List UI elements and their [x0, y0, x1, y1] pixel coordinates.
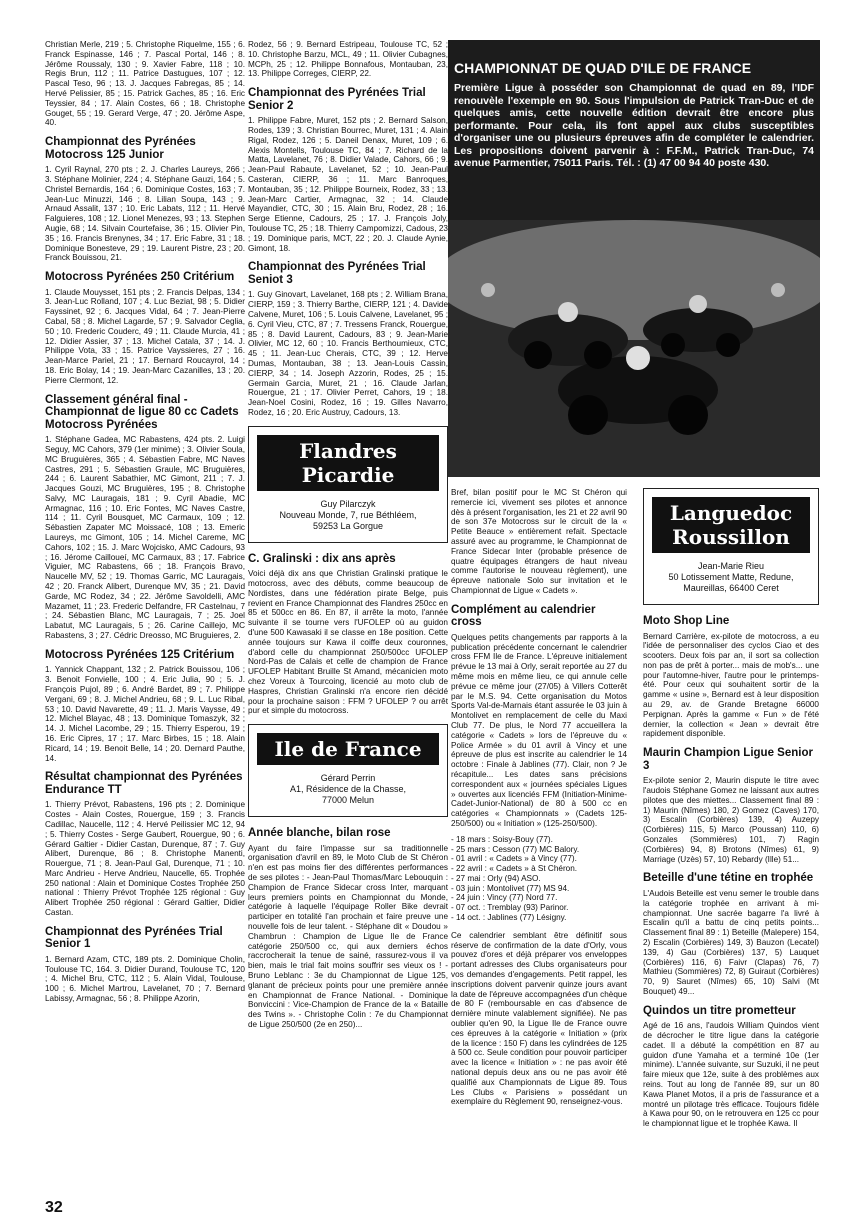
section-title: Quindos un titre prometteur — [643, 1004, 796, 1017]
section-title: Moto Shop Line — [643, 615, 730, 627]
col1-intro: Christian Merle, 219 ; 5. Christophe Riquelme, 155 ; 6. Franck Espinasse, 146 ; 7. Pascal Portal, 146 ; 8. Jérôme Roussaly, 130 ; 9. Xavier Fabre, 118 ; 10. Regis Brun, 112 ; 11. Patrice Dastugues, 107 ; 12. Pascal Teso, 96 ; 13. J. Jacques Fabregas, 85 ; 14. Hervé Pelissier, 85 ; 15. Patrick Gaches, 85 ; 16. Eric Teyssier, 84 ; 17. Alain Costes, 66 ; 18. Christophe Gouget, 55 ; 19. Gerard Verge, 47 ; 20. Jérôme Aspe, 40. — [45, 40, 245, 128]
league-address-line1: 50 Lotissement Matte, Redune, — [668, 572, 794, 582]
page-number: 32 — [45, 1199, 63, 1216]
calendar-item: - 24 juin : Vincy (77) Nord 77. — [451, 893, 558, 903]
calendar-item: - 03 juin : Montolivet (77) MS 94. — [451, 883, 570, 893]
league-box-languedoc — [643, 488, 819, 605]
calendar-item: - 25 mars : Cesson (77) MC Balory. — [451, 844, 580, 854]
calendar-item: - 27 mai : Orly (94) ASO. — [451, 873, 541, 883]
quad-photo-illustration — [448, 220, 820, 477]
column-2 — [248, 40, 448, 1036]
section-title: Championnat des Pyrénées Trial Senior 1 — [45, 925, 223, 951]
league-address-line1: Nouveau Monde, 7, rue Béthléem, — [279, 509, 417, 520]
league-contact: Gérard Perrin — [320, 773, 376, 784]
league-address-line2: Maureillas, 66400 Ceret — [683, 583, 779, 593]
section-text: 1. Philippe Fabre, Muret, 152 pts ; 2. Bernard Salson, Rodes, 139 ; 3. Christian Bourrec, Muret, 131 ; 4. Alain Rigal, Rodez, 126 ; 5. Daneil Denax, Muret, 109 ; 6. Alexis Montells, Toulouse TC, 84 ; 7. Richard de la Matta, Lavelanet, 76 ; 8. Didier Valade, Cahors, 66 ; 9. Jean-Paul Rabaute, Lavelanet, 52 ; 10. Jean-Paul Casteran, CIERP, 36 ; 11. Marc Banroques, Montauban, 35 ; 12. Philippe Bourneix, Rodez, 33 ; 13. Jean-Marc Cartier, Armagnac, 32 ; 14. Claude Mayandier, CTC, 30 ; 15. Alain Bru, Rodez, 28 ; 16. Serge Etienne, Cadours, 25 ; 17. J. François Joly, Toulouse TC, 25 ; 18. Thierry Campomizzi, Cadous, 23 ; 19. Dominique paris, MCT, 22 ; 20. J. Claude Aynie, Gimont, 18. — [248, 116, 448, 253]
column-1 — [45, 40, 245, 1010]
article-text: Voici déjà dix ans que Christian Gralinski pratique le motocross, avec des débuts, comme beaucoup de Nordistes, dans une fédération pirate Belge, puis revient en France Championnat des Flandres 250cc en 85 et 500cc en 86. En 87, il arrête la moto, l'année suivante il se tourne vers l'UFOLEP où au guidon d'une 500 Kawasaki il se classe en 18e position. Cette année toujours sur Kawa il coiffe deux couronnes, d'abord celle du championnat 250/500cc UFOLEP Nord-Pas de Calais et celle de champion de France UFOLEP Habitant Bruille St Amand, mécanicien moto chez Voreux à Tourcoing, licencié au moto club de Haspres, Christian Gralinski n'a encore rien décidé pour la prochaine saison : FFM ? UFOLEP ? ou arrêt pur et simple du motocross. — [248, 569, 448, 716]
calendar-item: - 14 oct. : Jablines (77) Lésigny. — [451, 913, 567, 923]
article-text: Ayant du faire l'impasse sur sa traditionnelle organisation d'avril en 89, le Moto Club de St Chéron n'en est pas moins fier des différentes performances de ses pilotes : - Jean-Paul Thomas/Marc Lebouquin : Champion de France Sidecar cross Inter, marquant leurs premiers points en Championnat du Monde, catégorie à laquelle l'équipage Roller Bike devrait participer en totalité l'an prochain et faire preuve une nouvelle fois de leur talent. - Stéphane dit « Doudou » Chambrun : Champion de Ligue Ile de France catégorie 250/500 cc, qui aux derniers échos raccrocherait la tenue de sainé, rassurez-vous il va bien, mais le trial fait moins souffrir ses vieux os ! - Bruno Leblanc : 3e du Championnat de Ligue 125, glanant de précieux points pour une première année en Championnat de France National. - Dominique Bonviccini : Vice-Champion de France de la « Bataille des Twins ». - Christophe Colin : 7e du Championnat de Ligue 250/500 (2e en 250)... — [248, 843, 448, 1029]
section-title: Championnat des Pyrénées Trial Senior 2 — [248, 87, 426, 112]
article-text: Ce calendrier semblant être définitif sous réserve de confirmation de la date d'Orly, vous pouvez d'ores et déjà préparer vos enveloppes portant adresses des Clubs organisateurs pour vos demandes d'engagements. Petit rappel, les inscriptions doivent parvenir quinze jours avant la date de l'épreuve accompagnées d'un chèque de 80 F (remboursable en cas d'absence de dernière minute valablement signifiée). Ne pas oublier qu'en 90, la Ligue Ile de France ouvre ces épreuves à la catégorie « Initiation » (prix de la licence : 150 F) dans les cylindrées de 125 à 500 cc. Seule condition pour pouvoir participer avec la licence « Initiation » : ne pas avoir été national depuis deux ans ou ne pas avoir été qualifié aux Championnats de Ligue 89. Tous Les Clubs « Parisiens » possédant un exemplaire du Règlement 90, renseignez-vous. — [451, 930, 627, 1107]
league-address-line2: 77000 Melun — [321, 795, 375, 806]
calendar-item: - 01 avril : « Cadets » à Vincy (77). — [451, 854, 577, 864]
section-title: Résultat championnat des Pyrénées Endurance TT — [45, 771, 243, 796]
section-text: 1. Thierry Prévot, Rabastens, 196 pts ; 2. Dominique Costes - Alain Costes, Rouergue, 159 ; 3. Francis Cadillac, Naucelle, 112 ; 4. Hervé Peilissier MC 12, 94 ; 5. Thierry Costes - Serge Gaubert, Rouergue, 90 ; 6. Gérard Galtier - Didier Castan, Durenque, 87 ; 7. Guy Alibert, Durenque, 86 ; 8. Christophe Manenti, Rouergue, 71 ; 8. Jean-Paul Gal, Durenque, 71 ; 10. Marc Andrieu - Herve Andrieu, Naucelle, 65. Trophée 250 national : Alain et Dominique Costes Trophée 250 national : Thierry Prévot Trophée 125 régional : Guy Alibert Trophée 250 régional : Gérard Galtier, Didier Castan. — [45, 800, 245, 918]
column-4 — [643, 488, 819, 1135]
section-title: Classement général final - Championnat de ligue 80 cc Cadets Motocross Pyrénées — [45, 393, 239, 431]
section-text: Bernard Carrière, ex-pilote de motocross, a eu l'idée de personnaliser des cyclos Ciao et des scooters. Deux fois par an, il sort sa collection non pas de prêt à porter... mais de mob's... une pour l'automne-hiver, l'autre pour le printemps-été. Pour ceux qui souhaitent sortir de la gamme « usine », Bernard est à leur disposition au 29, av. de Grande Bretagne 66000 Perpignan. Après la gamme « Fun » de l'été dernier, la collection « Jean » devrait être rapidement disponible. — [643, 631, 819, 739]
quad-text: Première Ligue à posséder son Championnat de quad en 89, l'IDF renouvèle l'exemple en 90. Sous l'impulsion de Patrick Tran-Duc et de quelques amis, cette nouvelle édition devrait être encore plus performante. Pour cela, ils font appel aux clubs susceptibles d'organiser une ou plusieurs épreuves afin de compléter le calendrier. Les propositions doivent parvenir à : F.F.M., Patrick Tran-Duc, 74 avenue Parmentier, 75011 Paris. Tél. : (1) 47 00 94 40 poste 430. — [454, 82, 814, 169]
section-title: Championnat des Pyrénées Trial Seniot 3 — [248, 261, 426, 286]
quad-championship-box — [448, 40, 820, 477]
calendar-item: - 22 avril : « Cadets » à St Chéron. — [451, 864, 578, 874]
league-address-line2: 59253 La Gorgue — [312, 520, 384, 531]
section-title: Beteille d'une tétine en trophée — [643, 872, 814, 885]
league-box-flandres — [248, 426, 448, 543]
section-title: Motocross Pyrénées 125 Critérium — [45, 648, 235, 661]
calendar-list — [451, 835, 627, 923]
league-box-idf — [248, 724, 448, 817]
league-name: Languedoc Roussillon — [652, 497, 810, 553]
article-title: C. Gralinski : dix ans après — [248, 552, 396, 565]
section-title: Maurin Champion Ligue Senior 3 — [643, 747, 813, 772]
article-title: Complément au calendrier cross — [451, 603, 596, 629]
section-text: 1. Cyril Raynal, 270 pts ; 2. J. Charles Laureys, 266 ; 3. Stéphane Molinier, 224 ; 4. Stéphane Gauzi, 164 ; 5. Christel Bernardis, 164 ; 6. Dominique Costes, 163 ; 7. Jean-Luc Minuzzi, 146 ; 8. Lilian Soupa, 143 ; 9. Arnaud Assalit, 137 ; 10. Eric Labats, 112 ; 11. Hervé Falguieres, 108 ; 12. Lionel Menezes, 93 ; 13. Stephen Augie, 68 ; 14. Silvain Courtefaise, 36 ; 15. Olivier Pin, 35 ; 16. Francis Brenynes, 34 ; 17. Eric Fabre, 31 ; 18. Dominique Bonesteve, 29 ; 19. Laurent Pistre, 23 ; 20. Franck Bouissou, 21. — [45, 165, 245, 263]
article-text: Quelques petits changements par rapports à la publication précédente concernant le calendrier cross FFM Ile de France. L'épreuve initialement prévue le 13 mai à Orly, serait reportée au 27 du même mois en même lieu, ce qui annule celle prévue ce même jour (27/05) à Villers Cotterêt par le M.S. 94. Cette organisation du Motos Sports Val-de-Marnais étant assurée le 03 juin à Montolivet en remplacement de celle du Maxi Club 77. De plus, le Nord 77 accueillera la catégorie « Cadets » lors de l'épreuve du « Police Armée » du 01 avril à Vincy et une épreuve de plus est inscrite au calendrier le 14 octobre : Finale à Jablines (77). Clair, non ? Je récapitule... Les dates sans précisions correspondent aux « journées spéciales Ligues » ouvertes aux licenciés FFM (Initiation-Minime-Cadet-Junior-National) de 80 à 500 cc en catégories « Championnats » (Cadets 125-250/500) ou « Initiation » (125-250/500). — [451, 632, 627, 828]
section-text: 1. Claude Mouysset, 151 pts ; 2. Francis Delpas, 134 ; 3. Jean-Luc Rolland, 107 ; 4. Luc Beziat, 98 ; 5. Didier Fayssinet, 92 ; 6. Jacques Vidal, 64 ; 7. Jean-Pierre Cabal, 58 ; 8. Michel Lagarde, 57 ; 9. Salvador Ceglia, 50 ; 10. Frederic Couderc, 49 ; 11. Claude Murcia, 41 ; 12. Didier Assier, 37 ; 13. Michel Catala, 37 ; 14. J. Philippe Vota, 33 ; 15. Patrice Vayssieres, 27 ; 16. Jean-Marce Pariel, 21 ; 17. Bernard Roucayrol, 14 ; 18. Eric Bolay, 14 ; 19. Jean-Marc Cazanilles, 13 ; 20. Pierre Clermont, 12. — [45, 287, 245, 385]
league-contact: Guy Pilarczyk — [320, 498, 376, 509]
section-title: Motocross Pyrénées 250 Critérium — [45, 271, 235, 284]
section-title: Championnat des Pyrénées Motocross 125 Junior — [45, 136, 196, 161]
column-3 — [451, 488, 627, 1113]
section-text: Agé de 16 ans, l'audois William Quindos vient de décrocher le titre ligue dans la catégorie cadet. Il a débuté la compétition en 87 au guidon d'une Yamaha et a terminé 10e (1er minime). L'année suivante, sur Suzuki, il ne peut faire mieux que 12e, suite à des problèmes aux reins. Tout au long de l'année 89, sur un 80 Kawa Planet Motos, il a pris de l'assurance et a montré un pilotage très efficace. Toujours fidèle à Kawa pour 90, on le retrouvera en 125 cc pour le championnat ligue et le trophée Kawa. Il — [643, 1021, 819, 1129]
section-text: 1. Guy Ginovart, Lavelanet, 168 pts ; 2. William Brana, CIERP, 159 ; 3. Thierry Barthe, CIERP, 121 ; 4. Davide Calvene, Muret, 106 ; 5. Louis Calvene, Lavelanet, 95 ; 6. Cyril Vieu, CTC, 87 ; 7. Tressens Franck, Rouergue, 85 ; 8. David Laurent, Cadours, 83 ; 9. Jean-Marie Olivier, MC 12, 60 ; 10. Francis Berthoumieux, CTC, 45 ; 11. Jean-Luc Cherais, CTC, 39 ; 12. Herve Dumas, Montauban, 38 ; 13. Jean-Louis Cassin, CIERP, 34 ; 14. Joseph Azzorin, Rodes, 25 ; 15. Germain Garcia, Muret, 21 ; 16. Claude Jarlan, Rouergue, 21 ; 17. Olivier Perret, Cahors, 19 ; 18. Jean-Noel Cosini, Rodez, 16 ; 19. Gilles Navarro, Rodez, 16 ; 20. Eric Austruy, Cadours, 13. — [248, 290, 448, 417]
section-text: L'Audois Beteille est venu semer le trouble dans la catégorie trophée en arrivant à mi-championnat. Une sacrée bagarre l'a livré à Escalin qu'il a battu de cinq petits points... Classement final 89 : 1) Beteille (Malepere) 154, 2) Escalin (Corbières) 149, 3) Bauzon (Lecatel) 139, 4) Gau (Corbières) 137, 5) Lauquet (Corbières) 116, 6) Faivr (Clapas) 76, 7) Mathieu (Sommières) 72, 8) Guiraut (Corbières) 70, 9) Sauret (Nîmes) 65, 10) Salvi (Mt Bouquet) 49... — [643, 888, 819, 996]
section-text: 1. Yannick Chappant, 132 ; 2. Patrick Bouissou, 106 ; 3. Benoit Fonvielle, 100 ; 4. Eric Julia, 90 ; 5. J. François Pujol, 89 ; 6. André Bardet, 89 ; 7. Philippe Vergani, 69 ; 8. J. Michel Andrieu, 68 ; 9. L. Luc Ribal, 53 ; 10. David Navarette, 49 ; 11. J. Maris Vaysse, 49 ; 12. Michel Blayac, 48 ; 13. Dominique Tomaszyk, 32 ; 14. J. Michel Lacombe, 29 ; 15. Thierry Esperou, 19 ; 16. Eric Cipres, 17 ; 17. Marc Birbes, 15 ; 18. Alain Ricard, 14 ; 19. Benoit Belle, 14 ; 20. Dernard Pauthe, 14. — [45, 665, 245, 763]
league-name: Flandres Picardie — [257, 435, 439, 491]
quad-race-photo — [448, 220, 820, 477]
league-name: Ile de France — [257, 733, 439, 765]
calendar-item: - 07 oct. : Tremblay (93) Parinor. — [451, 903, 569, 913]
article-title: Année blanche, bilan rose — [248, 827, 391, 840]
section-text: 1. Stéphane Gadea, MC Rabastens, 424 pts. 2. Luigi Seguy, MC Cahors, 379 (1er minime) ; 3. Olivier Soula, MC Bruguières, 365 ; 4. Sébastien Fabre, MC Naves Castres, 291 ; 5. Sébastien Graule, MC Bruguières, 244 ; 6. Laurent Sabathier, MC Gimont, 211 ; 7. J. Jacques Gouzi, MC Bruguières, 195 ; 8. Christophe Salvy, MC Lauragais, 181 ; 9. Cyril Abadie, MC Armagnac, 116 ; 10. Eric Fontes, MC Naves Castre, 114 ; 11. Cyril Bousquet, MC Carmaux, 109 ; 12. Sébastien Zapater MC Moissacé, 108 ; 13. Emeric Laureys, mc Gimont, 105 ; 14. Michel Careme, MC Cahors, 102 ; 15. J. Marc Wojcisko, AMC Cadours, 93 ; 16. Jérome Cailloueí, MC Carmaux, 83 ; 17. Fabrice Viguier, MC Rabastens, 66 ; 18. François Bravo, Naucelle MV, 52 ; 19. Thomas Garric, MC Lauragais, 42 ; 20. Franck Alibert, Durenque MV, 35 ; 21. David Garde, MC Rodez, 34 ; 22. Jérôme Savoldelli, AMC Mazamet, 11 ; 23. Frederic Delfandre, FR Castelnau, 7 ; 24. Sébastien Blanc, MC Lauragais, 7 ; 25. Joel Labatut, MC Lauragais, 5 ; 26. Carine Caillejo, MC Rabastens, 3 ; 27. Cédric Dreosso, MC Bruguieres, 2. — [45, 435, 245, 641]
col2-intro: Rodez, 56 ; 9. Bernard Estripeau, Toulouse TC, 52 ; 10. Christophe Barzu, MCL, 49 ; 11. Olivier Cubagnes, MCPh, 25 ; 12. Philippe Bonnafous, Montauban, 23, 13. Philippe Correges, CIERP, 22. — [248, 40, 448, 79]
col3-intro: Bref, bilan positif pour le MC St Chéron qui remercie ici, vivement ses pilotes et annonce dès à présent l'organisation, les 21 et 22 avril 90 de son 37e Motocross sur le circuit de la « Petite Beauce » entièrement refait. Spectacle assuré avec au programme, le Championnat de France Sidecar Inter (probable présence de quatre équipages étrangers de haut niveau comme l'autorise le nouveau règlement), une épreuve nationale Solo sur invitation et le Championnat de Ligue « Cadets ». — [451, 488, 627, 595]
quad-title: CHAMPIONNAT DE QUAD D'ILE DE FRANCE — [454, 60, 752, 76]
league-contact: Jean-Marie Rieu — [697, 561, 765, 571]
calendar-item: - 18 mars : Soisy-Bouy (77). — [451, 834, 553, 844]
section-text: 1. Bernard Azam, CTC, 189 pts. 2. Dominique Cholin, Toulouse TC, 164. 3. Didier Durand, Toulouse TC, 120 ; 4. Michel Bru, CTC, 112 ; 5. Alain Vidal, Toulouse, 100 ; 6. Michel Martrou, Lavelanet, 70 ; 7. Bernard Labissy, Armagnac, 56 ; 8. Philippe Azorin, — [45, 954, 245, 1004]
league-address-line1: A1, Résidence de la Chasse, — [289, 784, 407, 795]
section-text: Ex-pilote senior 2, Maurin dispute le titre avec l'audois Stéphane Gomez ne laissant aux autres pilotes que des miettes... Classement final 89 : 1) Maurin (Nîmes) 180, 2) Gomez (Caves) 170, 3) Escalin (Corbières) 139, 4) Auzepy (Corbières) 115, 5) Marco (Poussan) 110, 6) Gonzales (Sommières) 101, 7) Ragin (Corbières) 94, 8) Brotons (Nîmes) 61, 9) Marriage (Uzès) 57, 10) Rebardy (Ille) 51... — [643, 776, 819, 864]
